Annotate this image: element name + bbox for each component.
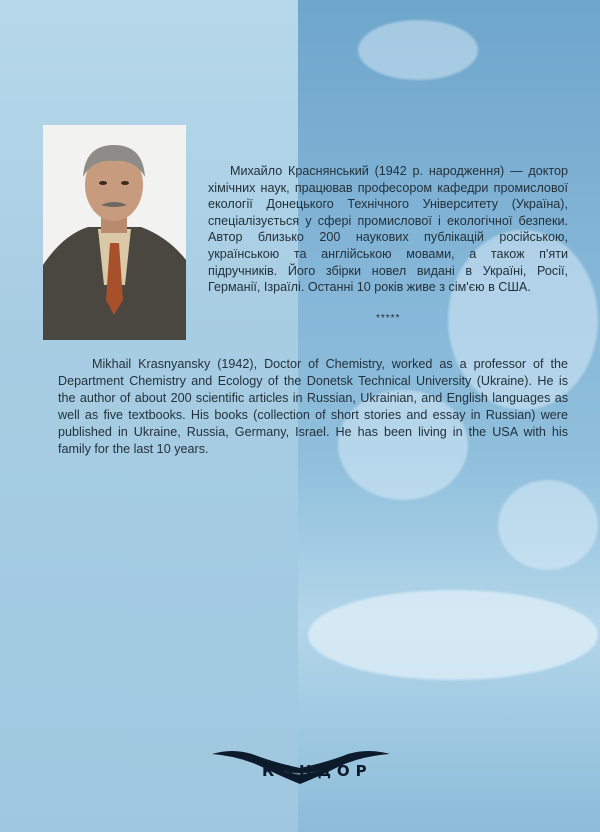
section-separator: *****	[376, 313, 401, 324]
author-bio-english: Mikhail Krasnyansky (1942), Doctor of Chemistry, worked as a professor of the Department Chemistry and Ecology of the Donetsk Technical University (Ukraine). He is the author of about 200 scientific articles in Russian, Ukrainian, and English languages as well as five textbooks. His books (collection of short stories and essay in Russian) were published in Ukraine, Russia, Germany, Israel. He has been living in the USA with his family for the last 10 years.	[58, 357, 568, 456]
publisher-name: КОНДОР	[262, 762, 373, 780]
author-bio-ukrainian: Михайло Краснянський (1942 р. народження) — доктор хімічних наук, працював професором кафедри промислової екології Донецького Технічного Університету (Україна), спеціалізується у сфері промислової і екологічної безпеки. Автор близько 200 наукових публікацій російською, українською та англійською мовами, а також п'яти підручників. Його збірки новел видані в Україні, Росії, Германії, Ізраїлі. Останні 10 років живе з сім'єю в США.	[208, 164, 568, 295]
author-photo	[43, 125, 186, 340]
